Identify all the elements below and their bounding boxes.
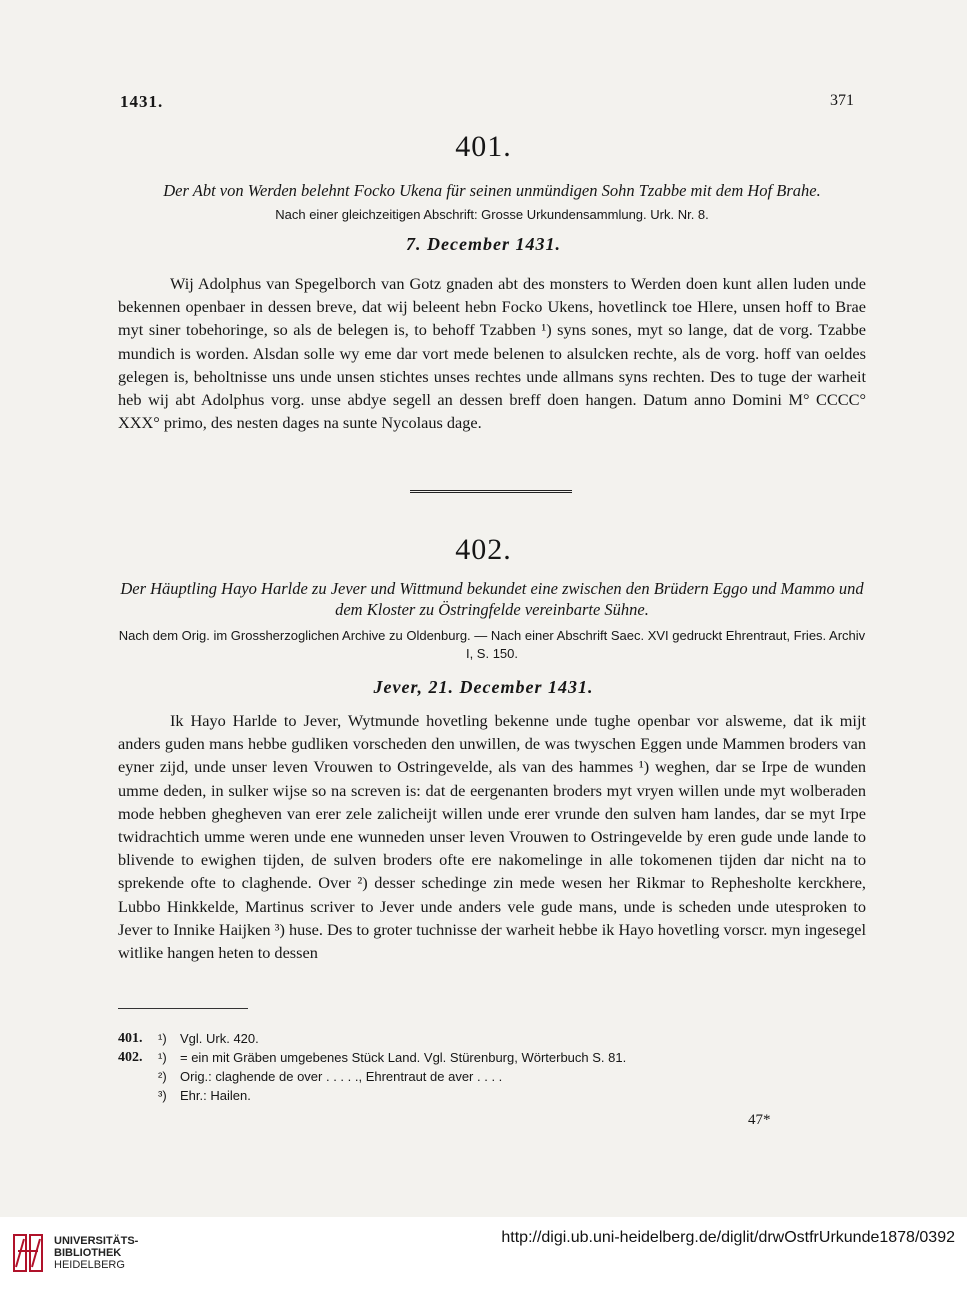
paragraph: Ik Hayo Harlde to Jever, Wytmunde hovetling bekenne unde tughe openbar vor alsweme, dat ik mijt anders guden mans hebbe gudliken vorscheden den unwillen, de was twyschen Eggen unde Mammen broders van eyner zijd, unde unser leven Vrouwen to Ostringevelde, als van des hammes ¹) weghen, dar se Irpe de wunden umme deden, in sulker wijse so na screven is: dat de eergenanten broders myt vryen willen unde myt wolberaden mode hebben ghegheven van erer zele zalicheijt willen unde erer vrunde den sulven ham landes, dar se myt Irpe twidrachtich umme weren unde ene wunneden unser leven Vrouwen to Ostringevelde by eren gude unde lande to blivende to ewighen tijden, de sulven broders ofte ere nakomelinge in alle tokomenen tijden dar nicht na to sprekende ofte to claghende. Over ²) desser schedinge zin mede wesen her Rikmar to Rephesholte kerckhere, Lubbo Hinkkelde, Martinus scriver to Jever unde anders vele gude mans, unde is scheden unde utesproken to Jever to Innike Haijken ³) huse. Des to groter tuchnisse der warheit hebbe ik Hayo hovetling vorscr. myn ingesegel witlike hangen heten to dessen [118,711,866,963]
document-text-401 [118,272,866,434]
footnote-doc-ref: 402. [118,1050,143,1065]
document-source-401: Nach einer gleichzeitigen Abschrift: Grosse Urkundensammlung. Urk. Nr. 8. [275,207,709,222]
library-name[interactable] [54,1235,138,1271]
footnote-mark: ³) [158,1088,167,1103]
footnote [118,1048,866,1067]
document-date-402: Jever, 21. December 1431. [373,677,594,697]
viewer-footer [0,1217,967,1289]
footnote-mark: ¹) [158,1050,167,1065]
library-name-line: BIBLIOTHEK [54,1247,122,1259]
footnote [118,1086,866,1105]
document-number-402: 402. [455,533,512,566]
document-text-402 [118,709,866,964]
running-head-year: 1431. [120,92,164,111]
section-divider [410,490,572,493]
footnote [118,1029,866,1048]
library-logo-icon[interactable] [10,1231,46,1275]
footnote [118,1067,866,1086]
document-date-401: 7. December 1431. [406,234,561,254]
document-source-402: Nach dem Orig. im Grossherzoglichen Archive zu Oldenburg. — Nach einer Abschrift Saec. XVI gedruckt Ehrentraut, Fries. Archiv I, S. 150. [118,628,866,661]
paragraph: Wij Adolphus van Spegelborch van Gotz gnaden abt des monsters to Werden doen kunt allen luden unde bekennen openbaer in dessen breve, dat wij beleent hebn Focko Ukens, hovetlinck toe Hlere, unsen hoff to Brae myt siner tobehoringe, so als de belegen is, to behoff Tzabben ¹) syns sones, myt so lange, dat de vorg. Tzabbe mundich is worden. Alsdan solle wy eme dar vort mede belenen to alsulcken rechte, als de vorg. hoff van oeldes gelegen is, beholtnisse uns unde unsen stichtes unses rechtes unde allmans syns rechten. Des to tuge der warheit heb wij abt Adolphus vorg. unse abdye segell an dessen breff doen hangen. Datum anno Domini M° CCCC° XXX° primo, des nesten dages na sunte Nycolaus dage. [118,274,866,433]
footnote-text: = ein mit Gräben umgebenes Stück Land. Vgl. Stürenburg, Wörterbuch S. 81. [180,1050,627,1065]
footnote-doc-ref [118,1086,158,1105]
footnotes [118,1029,866,1105]
library-name-line: UNIVERSITÄTS- [54,1235,139,1247]
document-title-401: Der Abt von Werden belehnt Focko Ukena für seinen unmündigen Sohn Tzabbe mit dem Hof Brahe. [163,181,821,200]
document-title-402: Der Häuptling Hayo Harlde zu Jever und Wittmund bekundet eine zwischen den Brüdern Eggo und Mammo und dem Kloster zu Östringfelde vereinbarte Sühne. [120,579,864,619]
footnote-text: Ehr.: Hailen. [180,1088,251,1103]
footnote-rule [118,1008,248,1009]
footnote-mark: ²) [158,1069,167,1084]
document-number-401: 401. [455,130,512,163]
footnote-text: Vgl. Urk. 420. [180,1031,259,1046]
printer-signature: 47* [748,1112,771,1128]
permalink-url[interactable]: http://digi.ub.uni-heidelberg.de/diglit/drwOstfrUrkunde1878/0392 [501,1229,955,1246]
page-number: 371 [830,92,854,109]
footnote-mark: ¹) [158,1031,167,1046]
footnote-text: Orig.: claghende de over . . . . ., Ehrentraut de aver . . . . [180,1069,503,1084]
footnote-doc-ref: 401. [118,1031,143,1046]
library-name-line: HEIDELBERG [54,1259,125,1271]
footnote-doc-ref [118,1067,158,1086]
